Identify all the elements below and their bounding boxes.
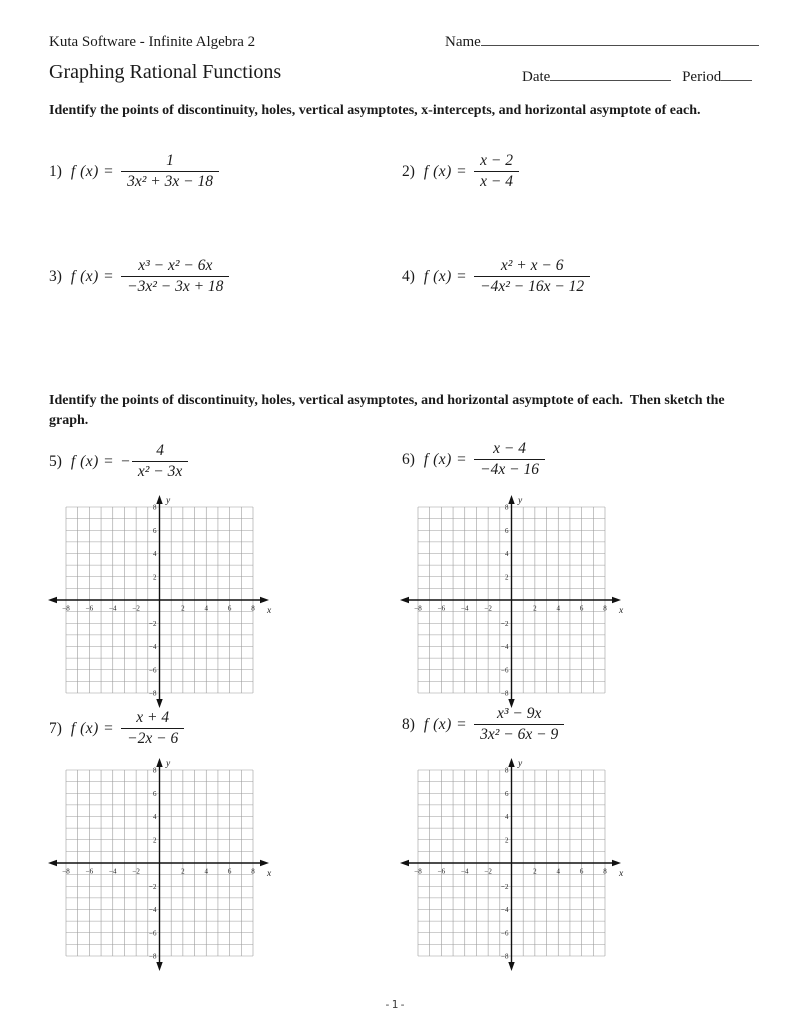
problem-1: [49, 152, 219, 191]
svg-text:y: y: [166, 496, 171, 506]
svg-text:−8: −8: [414, 867, 422, 876]
svg-text:6: 6: [579, 867, 584, 876]
svg-text:4: 4: [556, 867, 560, 876]
svg-text:2: 2: [153, 573, 157, 582]
function-notation: f (x) =: [70, 452, 115, 470]
svg-text:−6: −6: [501, 666, 509, 675]
svg-text:−4: −4: [461, 867, 469, 876]
function-notation: f (x) =: [70, 162, 115, 180]
svg-text:−2: −2: [501, 619, 509, 628]
svg-text:−2: −2: [149, 882, 157, 891]
date-blank-line: [550, 67, 671, 81]
svg-text:6: 6: [153, 789, 157, 798]
problem-8: [402, 705, 564, 744]
svg-text:−8: −8: [501, 952, 509, 961]
function-notation: f (x) =: [70, 267, 115, 285]
fraction-denominator: x − 4: [474, 171, 519, 191]
svg-text:8: 8: [603, 867, 607, 876]
function-notation: f (x) =: [423, 267, 468, 285]
name-label: Name: [445, 34, 481, 50]
problem-3: [49, 257, 229, 296]
svg-text:2: 2: [181, 604, 185, 613]
svg-text:2: 2: [505, 836, 509, 845]
date-period-row: [522, 67, 752, 86]
problem-number: 1): [49, 162, 62, 180]
problem-number: 6): [402, 450, 415, 468]
fraction: [474, 152, 519, 191]
svg-text:−6: −6: [501, 929, 509, 938]
coordinate-grid-problem-8: [398, 757, 628, 973]
fraction-denominator: −4x² − 16x − 12: [474, 276, 590, 296]
svg-text:6: 6: [227, 867, 232, 876]
problem-6: [402, 440, 545, 479]
svg-text:−4: −4: [109, 604, 117, 613]
svg-text:−4: −4: [501, 906, 509, 914]
fraction: [474, 257, 590, 296]
problem-number: 2): [402, 162, 415, 180]
svg-text:6: 6: [505, 526, 509, 535]
svg-text:−4: −4: [149, 643, 157, 651]
svg-text:8: 8: [153, 503, 157, 512]
svg-text:x: x: [619, 869, 624, 879]
svg-text:y: y: [518, 496, 523, 506]
fraction-denominator: −2x − 6: [121, 728, 184, 748]
fraction-numerator: x − 4: [493, 440, 526, 457]
problem-5: [49, 442, 188, 481]
svg-text:6: 6: [579, 604, 584, 613]
problem-number: 5): [49, 452, 62, 470]
fraction-numerator: 4: [156, 442, 164, 459]
svg-text:8: 8: [603, 604, 607, 613]
svg-text:−8: −8: [62, 867, 70, 876]
name-row: [445, 32, 759, 51]
fraction-sign: −: [121, 452, 130, 470]
fraction: [132, 442, 188, 481]
coordinate-grid-problem-5: [46, 494, 276, 710]
svg-text:2: 2: [533, 604, 537, 613]
svg-text:4: 4: [505, 813, 509, 821]
svg-text:−4: −4: [461, 604, 469, 613]
svg-text:2: 2: [153, 836, 157, 845]
fraction-denominator: x² − 3x: [132, 461, 188, 481]
svg-text:−6: −6: [149, 929, 157, 938]
svg-text:6: 6: [153, 526, 157, 535]
svg-text:−6: −6: [149, 666, 157, 675]
svg-text:6: 6: [505, 789, 509, 798]
instructions-section-2: Identify the points of discontinuity, holes, vertical asymptotes, and horizontal asymptote of each. Then sketch the graph.: [49, 393, 729, 428]
svg-text:x: x: [267, 869, 272, 879]
svg-text:−2: −2: [484, 867, 492, 876]
date-label: Date: [522, 69, 551, 85]
svg-text:8: 8: [505, 503, 509, 512]
svg-text:6: 6: [227, 604, 232, 613]
svg-text:8: 8: [153, 766, 157, 775]
problem-number: 4): [402, 267, 415, 285]
svg-text:−8: −8: [149, 952, 157, 961]
svg-text:y: y: [166, 759, 171, 769]
function-notation: f (x) =: [70, 719, 115, 737]
svg-text:−6: −6: [85, 867, 94, 876]
svg-text:4: 4: [556, 604, 560, 613]
period-blank-line: [721, 67, 752, 81]
svg-text:−6: −6: [437, 867, 446, 876]
fraction-numerator: x³ − 9x: [496, 705, 542, 722]
period-label: Period: [682, 69, 722, 85]
fraction-denominator: −3x² − 3x + 18: [121, 276, 229, 296]
fraction-numerator: x + 4: [136, 709, 170, 726]
svg-text:8: 8: [251, 867, 255, 876]
svg-text:−8: −8: [149, 689, 157, 698]
svg-text:−2: −2: [149, 619, 157, 628]
svg-text:4: 4: [153, 550, 157, 558]
problem-number: 7): [49, 719, 62, 737]
svg-text:2: 2: [505, 573, 509, 582]
svg-text:−8: −8: [62, 604, 70, 613]
svg-text:−4: −4: [149, 906, 157, 914]
coordinate-grid-problem-6: [398, 494, 628, 710]
fraction-denominator: 3x² − 6x − 9: [474, 724, 564, 744]
function-notation: f (x) =: [423, 715, 468, 733]
fraction: [121, 709, 184, 748]
svg-text:−6: −6: [437, 604, 446, 613]
svg-text:−8: −8: [414, 604, 422, 613]
svg-text:8: 8: [505, 766, 509, 775]
fraction-denominator: 3x² + 3x − 18: [121, 171, 219, 191]
svg-text:4: 4: [204, 867, 208, 876]
svg-text:−4: −4: [109, 867, 117, 876]
course-name: Kuta Software - Infinite Algebra 2: [49, 34, 256, 50]
fraction-denominator: −4x − 16: [474, 459, 545, 479]
svg-text:−2: −2: [501, 882, 509, 891]
svg-text:−6: −6: [85, 604, 94, 613]
svg-text:x: x: [619, 606, 624, 616]
problem-4: [402, 257, 590, 296]
svg-text:y: y: [518, 759, 523, 769]
svg-text:4: 4: [505, 550, 509, 558]
page-number: -1-: [384, 998, 407, 1011]
svg-text:−8: −8: [501, 689, 509, 698]
svg-text:x: x: [267, 606, 272, 616]
svg-text:2: 2: [181, 867, 185, 876]
svg-text:−4: −4: [501, 643, 509, 651]
coordinate-grid-problem-7: [46, 757, 276, 973]
fraction-numerator: x − 2: [480, 152, 513, 169]
problem-2: [402, 152, 519, 191]
function-notation: f (x) =: [423, 450, 468, 468]
function-notation: f (x) =: [423, 162, 468, 180]
name-blank-line: [481, 32, 759, 46]
problem-7: [49, 709, 184, 748]
fraction: [474, 440, 545, 479]
fraction-numerator: 1: [166, 152, 174, 169]
fraction: [474, 705, 564, 744]
problem-number: 8): [402, 715, 415, 733]
fraction-numerator: x² + x − 6: [500, 257, 564, 274]
svg-text:−2: −2: [132, 604, 140, 613]
instructions-section-1: Identify the points of discontinuity, holes, vertical asymptotes, x-intercepts, and horizontal asymptote of each.: [49, 103, 701, 118]
page-title: Graphing Rational Functions: [49, 61, 282, 83]
fraction: [121, 257, 229, 296]
fraction-numerator: x³ − x² − 6x: [138, 257, 213, 274]
svg-text:−2: −2: [484, 604, 492, 613]
problem-number: 3): [49, 267, 62, 285]
svg-text:4: 4: [204, 604, 208, 613]
svg-text:2: 2: [533, 867, 537, 876]
svg-text:4: 4: [153, 813, 157, 821]
fraction: [121, 152, 219, 191]
svg-text:8: 8: [251, 604, 255, 613]
svg-text:−2: −2: [132, 867, 140, 876]
